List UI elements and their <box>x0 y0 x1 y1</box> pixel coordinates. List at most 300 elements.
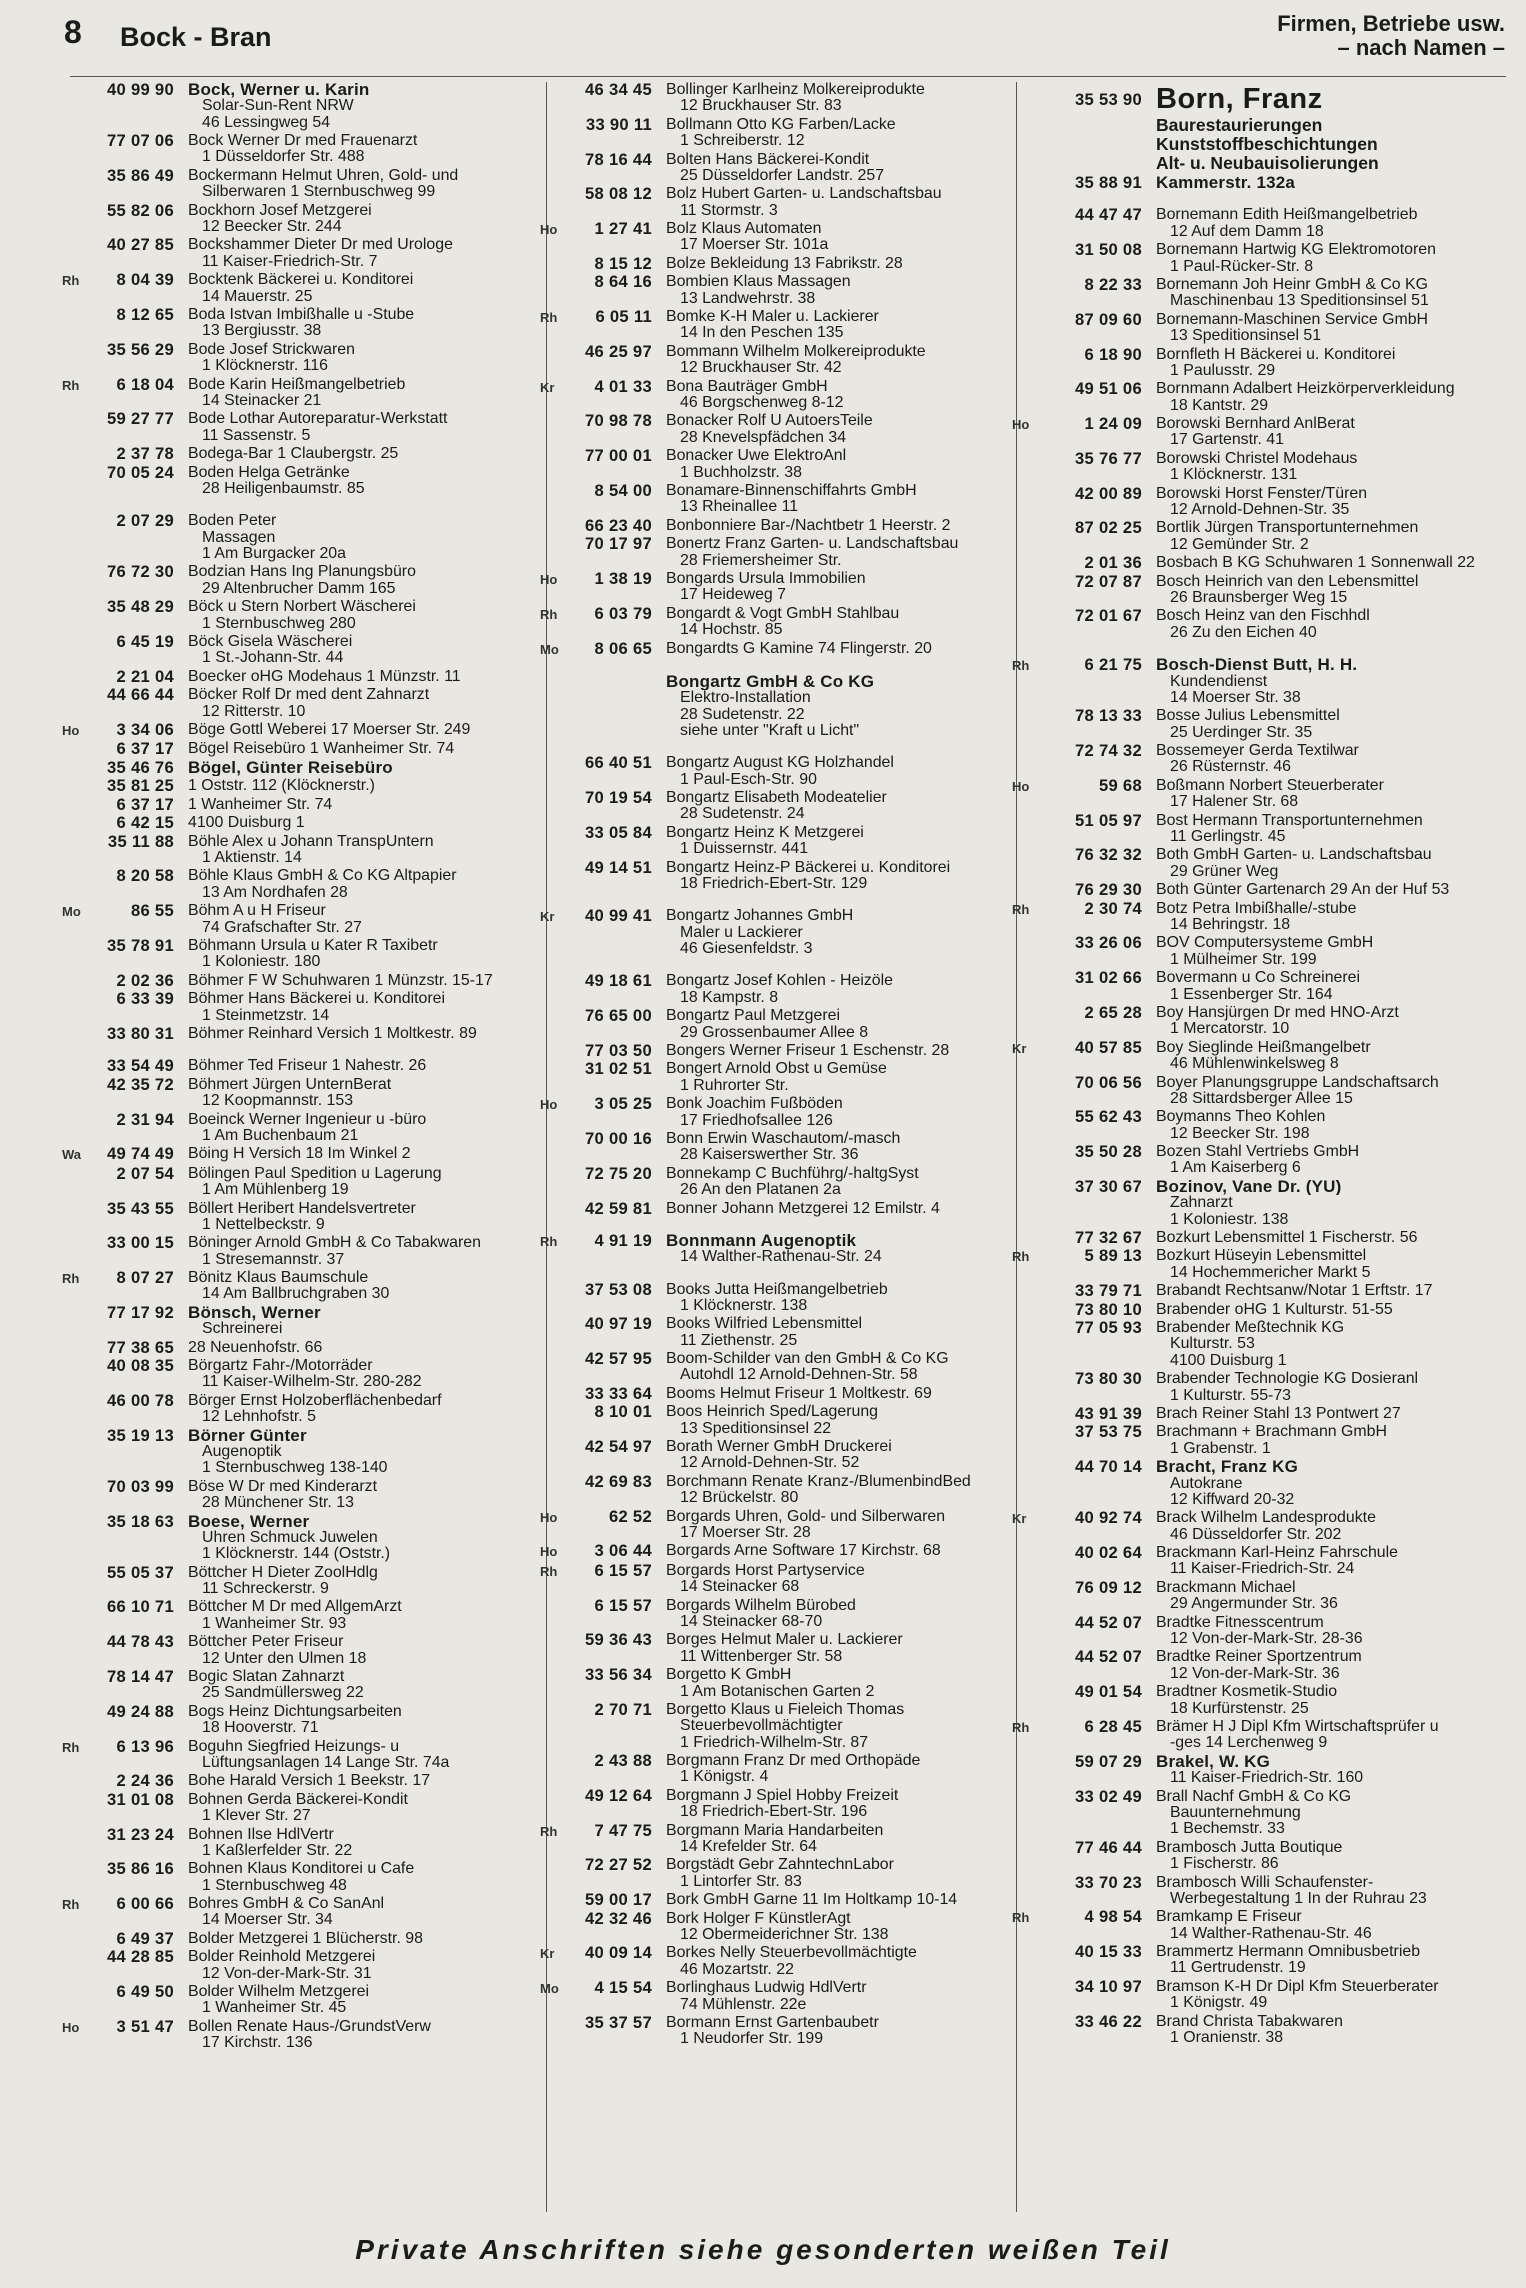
entry-text <box>1156 242 1502 275</box>
district-code <box>540 413 560 446</box>
entry-text <box>188 1949 532 1982</box>
directory-entry <box>62 1058 532 1074</box>
phone-number: 70 00 16 <box>585 1128 652 1148</box>
district-code <box>62 599 82 632</box>
entry-detail: 11 Gerlingstr. 45 <box>1170 828 1286 845</box>
phone-number: 35 43 55 <box>107 1198 174 1218</box>
district-code: Rh <box>62 1897 80 1913</box>
directory-entry <box>1012 1976 1502 2012</box>
directory-entry <box>1012 1230 1502 1246</box>
district-code <box>62 1599 82 1632</box>
directory-entry <box>1012 1612 1502 1648</box>
phone-number: 72 27 52 <box>585 1855 652 1875</box>
phone-number: 40 08 35 <box>107 1356 174 1376</box>
phone-number: 33 70 23 <box>1075 1872 1142 1892</box>
directory-entry <box>1012 381 1502 414</box>
directory-entry <box>540 1892 1012 1908</box>
district-code <box>62 741 82 757</box>
directory-entry <box>540 186 1012 219</box>
entry-name: Brämer H J Dipl Kfm Wirtschaftsprüfer u <box>1156 1719 1439 1736</box>
district-code <box>540 1386 560 1402</box>
district-code <box>62 411 82 444</box>
entry-name: Borath Werner GmbH Druckerei <box>666 1439 892 1456</box>
district-code <box>1012 1649 1032 1682</box>
entry-detail: 1 Königstr. 4 <box>680 1769 769 1786</box>
entry-detail: 1 Am Botanischen Garten 2 <box>680 1683 875 1700</box>
entry-name: Bongartz Heinz-P Bäckerei u. Konditorei <box>666 859 951 876</box>
district-code <box>62 446 82 462</box>
district-code <box>540 1911 560 1944</box>
entry-text <box>1156 1230 1502 1246</box>
entry-detail: 14 Steinacker 21 <box>202 392 322 409</box>
entry-detail: Maler u Lackierer <box>680 924 803 941</box>
phone-number: 33 05 84 <box>585 822 652 842</box>
entry-detail: 46 Mühlenwinkelsweg 8 <box>1170 1056 1339 1073</box>
entry-name: Bollinger Karlheinz Molkereiprodukte <box>666 82 925 98</box>
entry-text <box>188 1599 532 1632</box>
district-code <box>1012 555 1032 571</box>
district-code <box>1012 1320 1032 1369</box>
entry-detail: -ges 14 Lerchenweg 9 <box>1170 1735 1328 1752</box>
phone-number: 8 04 39 <box>116 270 174 290</box>
entry-name: Borgmann Franz Dr med Orthopäde <box>666 1753 921 1770</box>
entry-name: Bohnen Gerda Bäckerei-Kondit <box>188 1791 408 1808</box>
entry-text <box>188 203 532 236</box>
phone-number: 31 02 66 <box>1075 968 1142 988</box>
entry-detail: 12 Auf dem Damm 18 <box>1170 223 1324 240</box>
entry-text <box>188 778 532 794</box>
district-code <box>540 1131 560 1164</box>
entry-name: Bommann Wilhelm Molkereiprodukte <box>666 343 926 360</box>
entry-text <box>1156 82 1502 173</box>
entry-name: Bombien Klaus Massagen <box>666 274 851 291</box>
directory-entry <box>540 1383 1012 1403</box>
entry-text <box>188 1146 532 1163</box>
phone-number: 59 36 43 <box>585 1630 652 1650</box>
district-code: Rh <box>62 377 80 393</box>
directory-entry <box>1012 1510 1502 1543</box>
district-code <box>62 1235 82 1268</box>
entry-detail: 28 Sudetenstr. 22 <box>680 706 805 723</box>
entry-detail: 14 Moerser Str. 38 <box>1170 689 1301 706</box>
directory-entry <box>540 1506 1012 1542</box>
phone-number: 37 53 75 <box>1075 1422 1142 1442</box>
entry-detail: 1 Mülheimer Str. 199 <box>1170 951 1317 968</box>
directory-entry <box>62 1358 532 1391</box>
entry-name: Böhmann Ursula u Kater R Taxibetr <box>188 937 438 954</box>
district-code: Rh <box>1012 1910 1030 1926</box>
directory-column-1 <box>62 82 532 2214</box>
entry-text <box>666 674 1012 739</box>
district-code <box>1012 970 1032 1003</box>
directory-entry <box>62 133 532 166</box>
entry-detail: 14 Steinacker 68-70 <box>680 1614 823 1630</box>
entry-detail: 1 Klöcknerstr. 138 <box>680 1297 808 1314</box>
entry-text <box>666 1439 1012 1472</box>
district-code <box>540 274 560 307</box>
phone-number: 42 00 89 <box>1075 483 1142 503</box>
phone-number: 4 15 54 <box>594 1978 652 1998</box>
district-code <box>540 790 560 823</box>
entry-text <box>666 1892 1012 1908</box>
directory-entry <box>62 513 532 562</box>
phone-number: 3 34 06 <box>116 719 174 739</box>
district-code <box>1012 1179 1032 1228</box>
phone-number: 6 28 45 <box>1084 1717 1142 1737</box>
district-code <box>1012 608 1032 641</box>
directory-entry <box>1012 1786 1502 1838</box>
entry-name: Bost Hermann Transportunternehmen <box>1156 812 1423 829</box>
phone-number: 51 05 97 <box>1075 810 1142 830</box>
district-code <box>62 1669 82 1702</box>
entry-text <box>188 1077 532 1110</box>
district-code <box>540 1857 560 1890</box>
entry-name: Bolz Hubert Garten- u. Landschaftsbau <box>666 186 942 203</box>
phone-number: 66 40 51 <box>585 753 652 773</box>
directory-entry <box>62 719 532 739</box>
entry-detail: 12 Von-der-Mark-Str. 31 <box>202 1965 372 1982</box>
entry-text <box>666 1543 1012 1560</box>
district-code <box>62 1166 82 1199</box>
entry-text <box>1156 1719 1502 1752</box>
entry-detail: 1 Ruhrorter Str. <box>680 1077 789 1094</box>
district-code: Kr <box>540 379 555 395</box>
directory-entry <box>1012 1176 1502 1228</box>
directory-entry <box>1012 242 1502 275</box>
entry-detail: 14 Hochemmericher Markt 5 <box>1170 1264 1371 1281</box>
entry-name: Bohnen Klaus Konditorei u Cafe <box>188 1861 415 1878</box>
directory-entry <box>540 114 1012 150</box>
phone-number: 76 65 00 <box>585 1006 652 1026</box>
entry-name: Bork Holger F KünstlerAgt <box>666 1910 851 1927</box>
phone-number: 49 01 54 <box>1075 1682 1142 1702</box>
district-code <box>62 1112 82 1145</box>
entry-detail: 1 Klöcknerstr. 144 (Oststr.) <box>202 1546 391 1563</box>
entry-detail: 1 Essenberger Str. 164 <box>1170 986 1333 1003</box>
entry-text <box>188 1704 532 1737</box>
directory-entry <box>62 1949 532 1982</box>
entry-detail: siehe unter "Kraft u Licht" <box>680 722 860 739</box>
entry-text <box>1156 1979 1502 2012</box>
district-code: Ho <box>540 1097 558 1113</box>
district-code <box>62 687 82 720</box>
phone-number: 35 78 91 <box>107 935 174 955</box>
entry-detail: 1 Grabenstr. 1 <box>1170 1440 1271 1457</box>
directory-entry <box>540 1404 1012 1437</box>
entry-detail: 12 Brückelstr. 80 <box>680 1490 799 1507</box>
directory-entry <box>540 1667 1012 1700</box>
district-code <box>1012 1075 1032 1108</box>
directory-entry <box>540 536 1012 569</box>
entry-text <box>666 1474 1012 1507</box>
phone-number: 31 01 08 <box>107 1789 174 1809</box>
phone-number: 77 46 44 <box>1075 1837 1142 1857</box>
phone-number: 2 21 04 <box>116 666 174 686</box>
entry-text <box>666 274 1012 307</box>
directory-entry <box>1012 970 1502 1003</box>
entry-name: Bongert Arnold Obst u Gemüse <box>666 1061 887 1078</box>
entry-text <box>666 1131 1012 1164</box>
entry-detail: 18 Friedrich-Ebert-Str. 129 <box>680 876 868 892</box>
entry-detail: 1 Bechemstr. 33 <box>1170 1821 1285 1838</box>
directory-entry <box>540 2015 1012 2048</box>
entry-name: Bode Karin Heißmangelbetrieb <box>188 376 406 393</box>
section-title-line-1: Firmen, Betriebe usw. <box>1277 11 1505 36</box>
entry-name: Böhle Klaus GmbH & Co KG Altpapier <box>188 868 457 885</box>
entry-text <box>188 599 532 632</box>
directory-entry <box>540 822 1012 858</box>
directory-entry <box>540 1753 1012 1786</box>
district-code <box>540 1474 560 1507</box>
directory-entry <box>1012 1072 1502 1108</box>
entry-text <box>1156 416 1502 449</box>
entry-name: Bradtke Fitnesscentrum <box>1156 1614 1324 1631</box>
directory-entry <box>540 1351 1012 1384</box>
phone-number: 77 07 06 <box>107 131 174 151</box>
entry-text <box>188 1514 532 1563</box>
district-code <box>1012 1302 1032 1318</box>
entry-name: Bozen Stahl Vertriebs GmbH <box>1156 1144 1360 1161</box>
directory-entry <box>540 571 1012 604</box>
entry-name: Bocktenk Bäckerei u. Konditorei <box>188 272 414 289</box>
entry-text <box>1156 708 1502 741</box>
directory-entry <box>62 687 532 720</box>
directory-entry <box>1012 277 1502 310</box>
district-code <box>62 1026 82 1042</box>
directory-entry <box>62 1928 532 1948</box>
entry-name: Boese, Werner <box>188 1513 310 1530</box>
entry-detail: Bauunternehmung <box>1170 1804 1301 1821</box>
district-code <box>1012 1230 1032 1246</box>
entry-text <box>666 1509 1012 1542</box>
phone-number: 8 12 65 <box>116 305 174 325</box>
district-code <box>540 674 560 739</box>
entry-detail: 46 Düsseldorfer Str. 202 <box>1170 1526 1342 1543</box>
entry-name: Böhm A u H Friseur <box>188 903 326 920</box>
entry-name: Bongardts G Kamine 74 Flingerstr. 20 <box>666 640 932 657</box>
directory-entry <box>540 1543 1012 1560</box>
directory-entry <box>1012 1144 1502 1177</box>
entry-detail: 1 Klöcknerstr. 116 <box>202 358 329 375</box>
entry-text <box>666 536 1012 569</box>
entry-name: Böttcher H Dieter ZoolHdlg <box>188 1564 378 1581</box>
entry-detail: 11 Kaiser-Wilhelm-Str. 280-282 <box>202 1374 422 1391</box>
entry-text <box>188 1166 532 1199</box>
entry-name: Böhmer Ted Friseur 1 Nahestr. 26 <box>188 1058 427 1075</box>
phone-number: 40 99 41 <box>585 906 652 926</box>
district-code <box>62 1931 82 1947</box>
entry-text <box>188 834 532 867</box>
directory-entry <box>1012 1751 1502 1787</box>
district-code <box>1012 486 1032 519</box>
phone-number: 35 56 29 <box>107 339 174 359</box>
phone-number: 8 20 58 <box>116 866 174 886</box>
phone-number: 2 65 28 <box>1084 1002 1142 1022</box>
entry-name: Boyer Planungsgruppe Landschaftsarch <box>1156 1074 1439 1091</box>
district-code <box>540 536 560 569</box>
phone-number: 35 76 77 <box>1075 448 1142 468</box>
phone-number: 59 07 29 <box>1075 1751 1142 1771</box>
district-code <box>1012 347 1032 380</box>
district-code <box>62 1514 82 1563</box>
directory-entry <box>1012 898 1502 934</box>
phone-number: 42 54 97 <box>585 1437 652 1457</box>
entry-detail: Kulturstr. 53 <box>1170 1336 1255 1353</box>
phone-number: 6 03 79 <box>594 603 652 623</box>
phone-number: 35 50 28 <box>1075 1142 1142 1162</box>
phone-number: 49 24 88 <box>107 1701 174 1721</box>
phone-number: 33 56 34 <box>585 1665 652 1685</box>
entry-detail: 12 Von-der-Mark-Str. 28-36 <box>1170 1631 1363 1648</box>
entry-name: Bollmann Otto KG Farben/Lacke <box>666 116 896 133</box>
district-code: Wa <box>62 1147 82 1163</box>
entry-detail: 13 Speditionsinsel 51 <box>1170 328 1322 345</box>
entry-name: Brand Christa Tabakwaren <box>1156 2013 1343 2030</box>
directory-entry <box>540 376 1012 412</box>
entry-name: 1 Wanheimer Str. 74 <box>188 796 333 813</box>
directory-entry <box>540 1595 1012 1631</box>
entry-text <box>188 760 532 776</box>
directory-entry <box>62 778 532 794</box>
directory-entry <box>62 2016 532 2052</box>
entry-text <box>666 1061 1012 1094</box>
district-code <box>540 825 560 858</box>
phone-number: 70 98 78 <box>585 411 652 431</box>
entry-detail: 14 Walther-Rathenau-Str. 24 <box>680 1249 882 1266</box>
phone-number: 1 38 19 <box>594 569 652 589</box>
entry-name: Bongartz August KG Holzhandel <box>666 755 894 772</box>
entry-text <box>188 307 532 340</box>
entry-text <box>1156 486 1502 519</box>
directory-entry <box>62 599 532 632</box>
directory-entry <box>62 1146 532 1163</box>
directory-entry <box>62 1634 532 1667</box>
entry-text <box>666 117 1012 150</box>
district-code <box>62 1340 82 1356</box>
directory-entry <box>62 1511 532 1563</box>
directory-entry <box>62 741 532 757</box>
entry-name: Bonertz Franz Garten- u. Landschaftsbau <box>666 536 959 553</box>
entry-detail: 25 Uerdinger Str. 35 <box>1170 724 1313 741</box>
directory-entry <box>540 149 1012 185</box>
entry-text <box>1156 1406 1502 1422</box>
entry-detail: 17 Halener Str. 68 <box>1170 794 1299 811</box>
entry-text <box>1156 847 1502 880</box>
entry-text <box>1156 970 1502 1003</box>
directory-entry <box>540 309 1012 342</box>
entry-name: Borges Helmut Maler u. Lackierer <box>666 1632 903 1649</box>
directory-entry <box>1012 1371 1502 1404</box>
entry-text <box>666 790 1012 823</box>
directory-entry <box>62 794 532 814</box>
entry-text <box>188 1861 532 1894</box>
entry-text <box>1156 347 1502 380</box>
district-code: Kr <box>1012 1511 1027 1527</box>
entry-text <box>1156 520 1502 553</box>
entry-name: Boeinck Werner Ingenieur u -büro <box>188 1111 427 1128</box>
entry-text <box>188 446 532 462</box>
directory-entry <box>62 82 532 131</box>
phone-number: 44 52 07 <box>1075 1647 1142 1667</box>
district-code <box>540 1632 560 1665</box>
entry-text <box>188 272 532 305</box>
phone-number: 59 27 77 <box>107 409 174 429</box>
directory-entry <box>1012 448 1502 484</box>
page-header <box>50 6 1505 62</box>
district-code <box>540 1598 560 1631</box>
phone-number: 6 33 39 <box>116 989 174 1009</box>
directory-entry <box>62 757 532 777</box>
phone-number: 72 01 67 <box>1075 606 1142 626</box>
district-code <box>62 834 82 867</box>
district-code <box>1012 1406 1032 1422</box>
district-code <box>1012 1944 1032 1977</box>
entry-detail: 1 Düsseldorfer Str. 488 <box>202 149 365 166</box>
entry-name: Bongartz Johannes GmbH <box>666 908 854 925</box>
phone-number: 7 47 75 <box>594 1820 652 1840</box>
entry-name: Bornfleth H Bäckerei u. Konditorei <box>1156 346 1396 363</box>
page-number: 8 <box>64 14 82 50</box>
entry-name: Bockermann Helmut Uhren, Gold- und <box>188 167 459 184</box>
entry-text <box>188 1984 532 2017</box>
entry-detail: 1 Sternbuschweg 280 <box>202 615 356 632</box>
entry-detail: Maschinenbau 13 Speditionsinsel 51 <box>1170 293 1429 310</box>
entry-text <box>666 221 1012 254</box>
entry-text <box>1156 1005 1502 1038</box>
entry-name: Bönsch, Werner <box>188 1304 321 1322</box>
directory-entry <box>1012 743 1502 776</box>
entry-detail: 29 Angermunder Str. 36 <box>1170 1596 1338 1613</box>
district-code <box>540 152 560 185</box>
entry-text <box>666 483 1012 516</box>
entry-detail: 17 Moerser Str. 28 <box>680 1525 811 1541</box>
entry-detail: Steuerbevollmächtigter <box>680 1718 843 1735</box>
district-code <box>62 168 82 201</box>
entry-name: Boos Heinrich Sped/Lagerung <box>666 1404 879 1421</box>
directory-entry <box>540 1471 1012 1507</box>
directory-entry <box>62 1896 532 1929</box>
directory-entry <box>62 1023 532 1043</box>
entry-detail: 11 Ziethenstr. 25 <box>680 1332 798 1349</box>
district-code <box>1012 1459 1032 1508</box>
directory-entry <box>62 903 532 936</box>
entry-detail: 1 Paulusstr. 29 <box>1170 362 1276 379</box>
phone-number: 44 78 43 <box>107 1632 174 1652</box>
entry-text <box>666 82 1012 115</box>
phone-number: 78 13 33 <box>1075 706 1142 726</box>
district-code <box>62 973 82 989</box>
directory-entry <box>540 1128 1012 1164</box>
entry-text <box>666 309 1012 342</box>
entry-name: Bozkurt Lebensmittel 1 Fischerstr. 56 <box>1156 1230 1418 1246</box>
district-code <box>62 1058 82 1074</box>
section-title-line-2: – nach Namen – <box>1337 35 1505 60</box>
entry-name: Bodzian Hans Ing Planungsbüro <box>188 564 416 581</box>
directory-entry <box>62 1270 532 1303</box>
entry-name: BOV Computersysteme GmbH <box>1156 935 1374 952</box>
entry-name: Bongers Werner Friseur 1 Eschenstr. 28 <box>666 1042 950 1059</box>
phone-number: 49 14 51 <box>585 857 652 877</box>
directory-entry <box>540 1040 1012 1060</box>
entry-name: Bonn Erwin Waschautom/-masch <box>666 1130 901 1147</box>
entry-text <box>1156 1510 1502 1543</box>
entry-detail: 26 Rüsternstr. 46 <box>1170 759 1292 776</box>
directory-entry <box>540 1857 1012 1890</box>
entry-detail: 1 Am Kaiserberg 6 <box>1170 1160 1301 1177</box>
entry-name: Borchmann Renate Kranz-/BlumenbindBed <box>666 1473 971 1490</box>
phone-number: 40 09 14 <box>585 1943 652 1963</box>
phone-number: 42 59 81 <box>585 1198 652 1218</box>
